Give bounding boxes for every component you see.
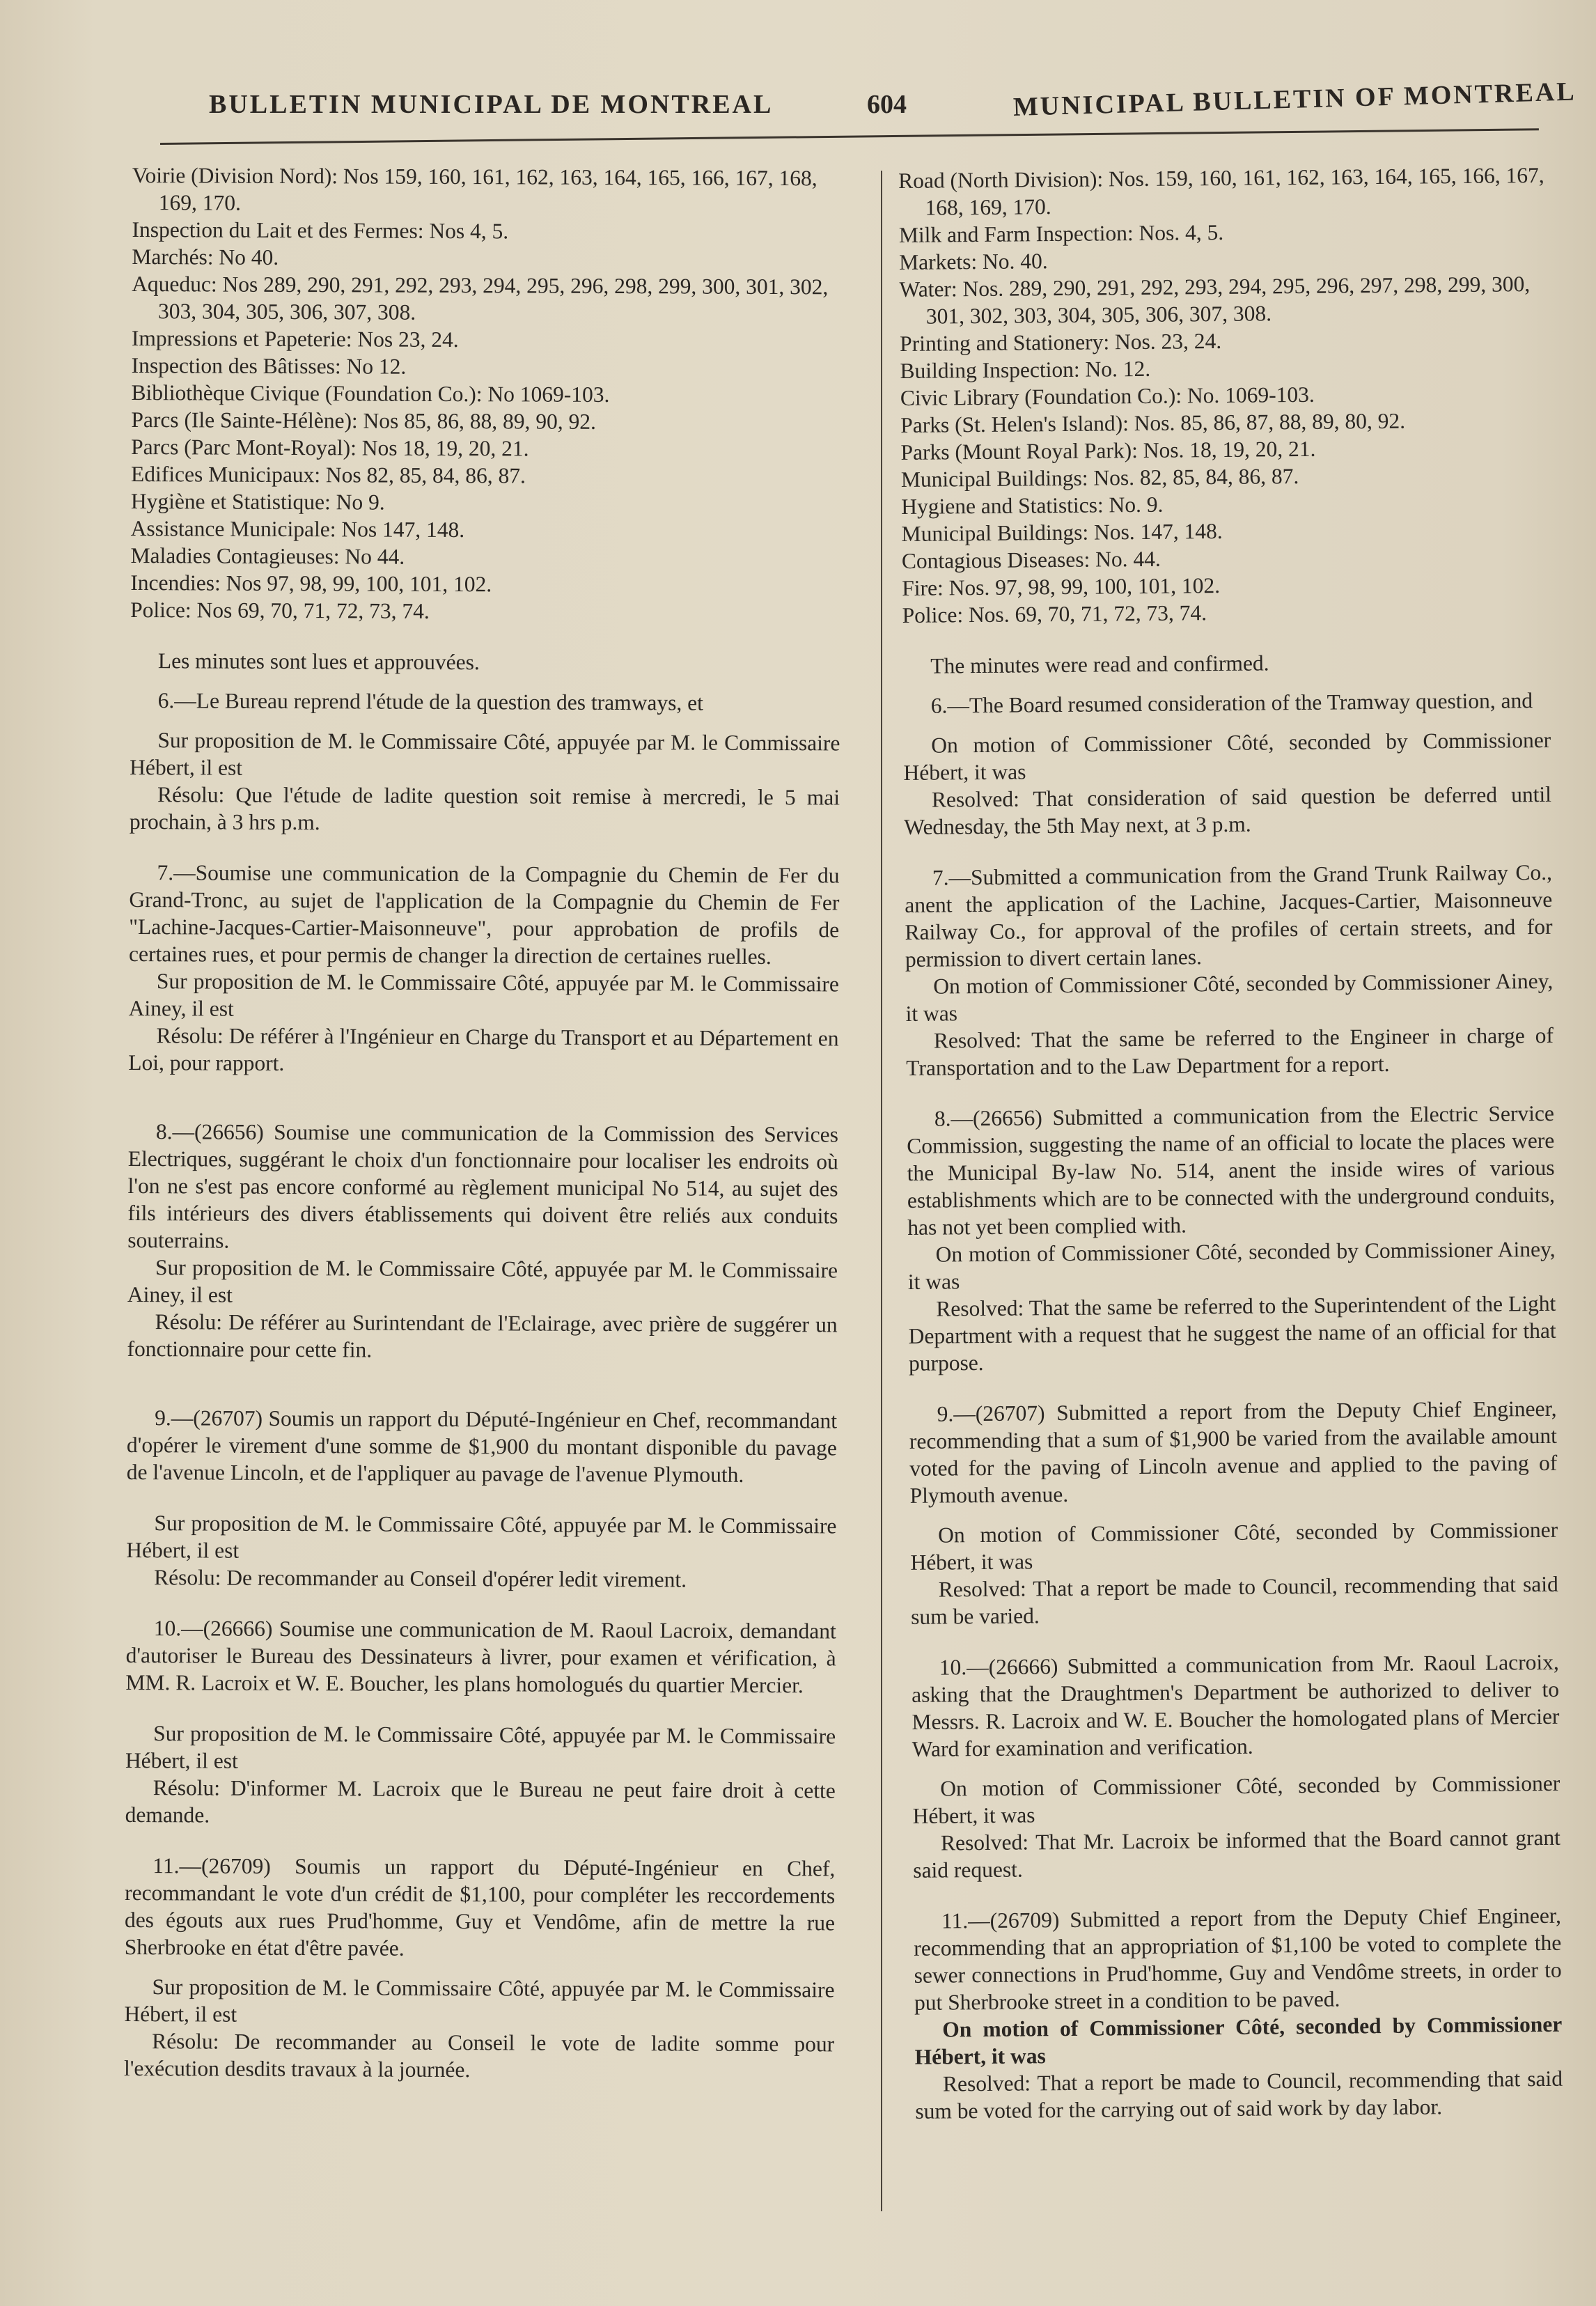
motion-7-fr: Sur proposition de M. le Commissaire Côté, appuyée par M. le Commissaire Ainey, il est (128, 969, 839, 1021)
header-rule (160, 128, 1539, 145)
list-item: Civic Library (Foundation Co.): No. 1069-103. (900, 382, 1315, 410)
list-item: Police: Nos. 69, 70, 71, 72, 73, 74. (902, 600, 1207, 628)
motion-9-en: On motion of Commissioner Côté, seconded by Commissioner Hébert, it was (910, 1517, 1558, 1575)
motion-6-fr: Sur proposition de M. le Commissaire Côté, appuyée par M. le Commissaire Hébert, il est (130, 728, 840, 780)
list-item: Parcs (Parc Mont-Royal): Nos 18, 19, 20, 21. (131, 434, 529, 461)
list-item: Hygiène et Statistique: No 9. (130, 488, 385, 515)
page-number: 604 (867, 90, 907, 119)
column-divider (881, 171, 882, 2211)
list-item: Inspection du Lait et des Fermes: Nos 4, 5. (132, 217, 509, 244)
item-8-fr: 8.—(26656) Soumise une communication de la Commission des Services Electriques, suggérant le choix d'un fonctionnaire pour localiser les endroits où l'on ne s'est pas encore conformé au règlement municipal No 514, au sujet des fils intérieurs des divers établissements qui doivent être reliés aux conduits souterrains. (127, 1119, 838, 1253)
item-8-en: 8.—(26656) Submitted a communication from the Electric Service Commission, suggesting the name of an official to locate the places were the Municipal By-law No. 514, anent the inside wires of various establishments which are to be connected with the underground conduits, has not yet been complied with. (907, 1100, 1556, 1240)
list-item: Parks (Mount Royal Park): Nos. 18, 19, 20, 21. (900, 436, 1316, 465)
department-list-en (898, 162, 1550, 629)
resolution-11-fr: Résolu: De recommander au Conseil le vote de ladite somme pour l'exécution desdits travaux à la journée. (123, 2029, 835, 2082)
item-9-fr: 9.—(26707) Soumis un rapport du Député-Ingénieur en Chef, recommandant d'opérer le virement d'une somme de $1,900 du montant disponible du pavage de l'avenue Lincoln, et de l'appliquer au pavage de l'avenue Plymouth. (126, 1405, 838, 1487)
page-header (0, 77, 1596, 124)
motion-10-fr: Sur proposition de M. le Commissaire Côté, appuyée par M. le Commissaire Hébert, il est (125, 1721, 836, 1773)
list-item: Inspection des Bâtisses: No 12. (131, 352, 407, 379)
french-column (124, 162, 843, 2085)
motion-10-en: On motion of Commissioner Côté, seconded by Commissioner Hébert, it was (912, 1770, 1560, 1828)
list-item: Markets: No. 40. (899, 249, 1048, 274)
resolution-7-en: Resolved: That the same be referred to the Engineer in charge of Transportation and to the Law Department for a report. (906, 1022, 1554, 1080)
list-item: Incendies: Nos 97, 98, 99, 100, 101, 102. (130, 570, 492, 597)
list-item: Hygiene and Statistics: No. 9. (901, 492, 1164, 519)
motion-8-en: On motion of Commissioner Côté, seconded by Commissioner Ainey, it was (907, 1236, 1556, 1294)
list-item: Road (North Division): Nos. 159, 160, 161, 162, 163, 164, 165, 166, 167, 168, 169, 170. (898, 162, 1544, 220)
list-item: Bibliothèque Civique (Foundation Co.): No 1069-103. (131, 380, 610, 407)
item-11-en: 11.—(26709) Submitted a report from the Deputy Chief Engineer, recommending that an appropriation of $1,100 be voted to complete the sewer connections in Prud'homme, Guy and Vendôme streets, in order to put Sherbrooke street in a condition to be paved. (914, 1903, 1562, 2015)
resolution-9-fr: Résolu: De recommander au Conseil d'opérer ledit virement. (154, 1565, 687, 1592)
resolution-7-fr: Résolu: De référer à l'Ingénieur en Charge du Transport et au Département en Loi, pour rapport. (128, 1023, 839, 1075)
minutes-approved-fr: Les minutes sont lues et approuvées. (157, 648, 480, 675)
list-item: Maladies Contagieuses: No 44. (130, 543, 405, 569)
resolution-6-en: Resolved: That consideration of said question be deferred until Wednesday, the 5th May next, at 3 p.m. (904, 781, 1552, 839)
list-item: Municipal Buildings: Nos. 147, 148. (901, 518, 1223, 546)
list-item: Aqueduc: Nos 289, 290, 291, 292, 293, 294, 295, 296, 298, 299, 300, 301, 302, 303, 304, 305, 306, 307, 308. (132, 271, 829, 325)
motion-6-en: On motion of Commissioner Côté, seconded by Commissioner Hébert, it was (903, 727, 1551, 785)
item-10-en: 10.—(26666) Submitted a communication from Mr. Raoul Lacroix, asking that the Draughtmen's Department be authorized to deliver to Messrs. R. Lacroix and W. E. Boucher the homologated plans of Mercier Ward for examination and verification. (911, 1649, 1560, 1761)
list-item: Milk and Farm Inspection: Nos. 4, 5. (898, 219, 1224, 247)
item-7-en: 7.—Submitted a communication from the Grand Trunk Railway Co., anent the application of the Lachine, Jacques-Cartier, Maisonneuve Railway Co., for approval of the profiles of certain streets, and for permission to divert certain lanes. (905, 859, 1553, 972)
list-item: Marchés: No 40. (132, 244, 279, 270)
motion-8-fr: Sur proposition de M. le Commissaire Côté, appuyée par M. le Commissaire Ainey, il est (127, 1255, 838, 1307)
motion-11-fr: Sur proposition de M. le Commissaire Côté, appuyée par M. le Commissaire Hébert, il est (124, 1974, 835, 2027)
resolution-8-fr: Résolu: De référer au Surintendant de l'Eclairage, avec prière de suggérer un fonctionnaire pour cette fin. (127, 1309, 838, 1362)
list-item: Voirie (Division Nord): Nos 159, 160, 161, 162, 163, 164, 165, 166, 167, 168, 169, 170. (132, 162, 817, 215)
motion-11-en: On motion of Commissioner Côté, seconded by Commissioner Hébert, it was (914, 2011, 1563, 2069)
list-item: Assistance Municipale: Nos 147, 148. (130, 515, 465, 543)
list-item: Municipal Buildings: Nos. 82, 85, 84, 86, 87. (900, 463, 1299, 492)
item-7-fr: 7.—Soumise une communication de la Compagnie du Chemin de Fer du Grand-Tronc, au sujet de l'application de la Compagnie du Chemin de Fer "Lachine-Jacques-Cartier-Maisonneuve", pour approbation de profils de certaines rues, et pour permis de changer la direction de certaines ruelles. (128, 860, 840, 969)
resolution-8-en: Resolved: That the same be referred to the Superintendent of the Light Department with a request that he suggest the name of an official for that purpose. (908, 1291, 1556, 1376)
resolution-11-en: Resolved: That a report be made to Council, recommending that said sum be voted for the carrying out of said work by day labor. (915, 2066, 1563, 2124)
minutes-confirmed-en: The minutes were read and confirmed. (930, 650, 1269, 678)
list-item: Impressions et Papeterie: Nos 23, 24. (131, 325, 459, 352)
item-10-fr: 10.—(26666) Soumise une communication de M. Raoul Lacroix, demandant d'autoriser le Bureau des Dessinateurs à livrer, pour examen et vérification, à MM. R. Lacroix et W. E. Boucher, les plans homologués du quartier Mercier. (125, 1616, 836, 1698)
resolution-10-en: Resolved: That Mr. Lacroix be informed that the Board cannot grant said request. (913, 1825, 1561, 1883)
department-list-fr (130, 162, 843, 626)
list-item: Building Inspection: No. 12. (900, 356, 1151, 383)
motion-9-fr: Sur proposition de M. le Commissaire Côté, appuyée par M. le Commissaire Hébert, il est (126, 1511, 837, 1563)
motion-7-en: On motion of Commissioner Côté, seconded by Commissioner Ainey, it was (905, 968, 1554, 1026)
resolution-9-en: Resolved: That a report be made to Council, recommending that said sum be varied. (911, 1571, 1558, 1629)
list-item: Fire: Nos. 97, 98, 99, 100, 101, 102. (902, 572, 1221, 600)
list-item: Parks (St. Helen's Island): Nos. 85, 86, 87, 88, 89, 80, 92. (900, 408, 1406, 437)
list-item: Police: Nos 69, 70, 71, 72, 73, 74. (130, 597, 430, 623)
list-item: Edifices Municipaux: Nos 82, 85, 84, 86, 87. (130, 461, 526, 488)
list-item: Printing and Stationery: Nos. 23, 24. (900, 328, 1222, 356)
list-item: Contagious Diseases: No. 44. (901, 546, 1161, 573)
list-item: Water: Nos. 289, 290, 291, 292, 293, 294, 295, 296, 297, 298, 299, 300, 301, 302, 303, 304, 305, 306, 307, 308. (899, 272, 1531, 329)
item-9-en: 9.—(26707) Submitted a report from the Deputy Chief Engineer, recommending that a sum of $1,900 be varied from the available amount voted for the paving of Lincoln avenue and applied to the paving of Plymouth avenue. (909, 1396, 1558, 1508)
list-item: Parcs (Ile Sainte-Hélène): Nos 85, 86, 88, 89, 90, 92. (131, 407, 596, 434)
header-english-title: MUNICIPAL BULLETIN OF MONTREAL (1012, 77, 1577, 122)
resolution-6-fr: Résolu: Que l'étude de ladite question soit remise à mercredi, le 5 mai prochain, à 3 hrs p.m. (129, 782, 840, 835)
resolution-10-fr: Résolu: D'informer M. Lacroix que le Bureau ne peut faire droit à cette demande. (125, 1775, 836, 1828)
item-6-fr: 6.—Le Bureau reprend l'étude de la question des tramways, et (157, 688, 703, 715)
item-6-en: 6.—The Board resumed consideration of the Tramway question, and (930, 688, 1533, 718)
item-11-fr: 11.—(26709) Soumis un rapport du Député-Ingénieur en Chef, recommandant le vote d'un crédit de $1,100, pour compléter les reccordements des égouts aux rues Prud'homme, Guy et Vendôme, afin de mettre la rue Sherbrooke en état d'être pavée. (124, 1853, 836, 1961)
header-french-title: BULLETIN MUNICIPAL DE MONTREAL (209, 90, 774, 119)
english-column (898, 162, 1563, 2125)
